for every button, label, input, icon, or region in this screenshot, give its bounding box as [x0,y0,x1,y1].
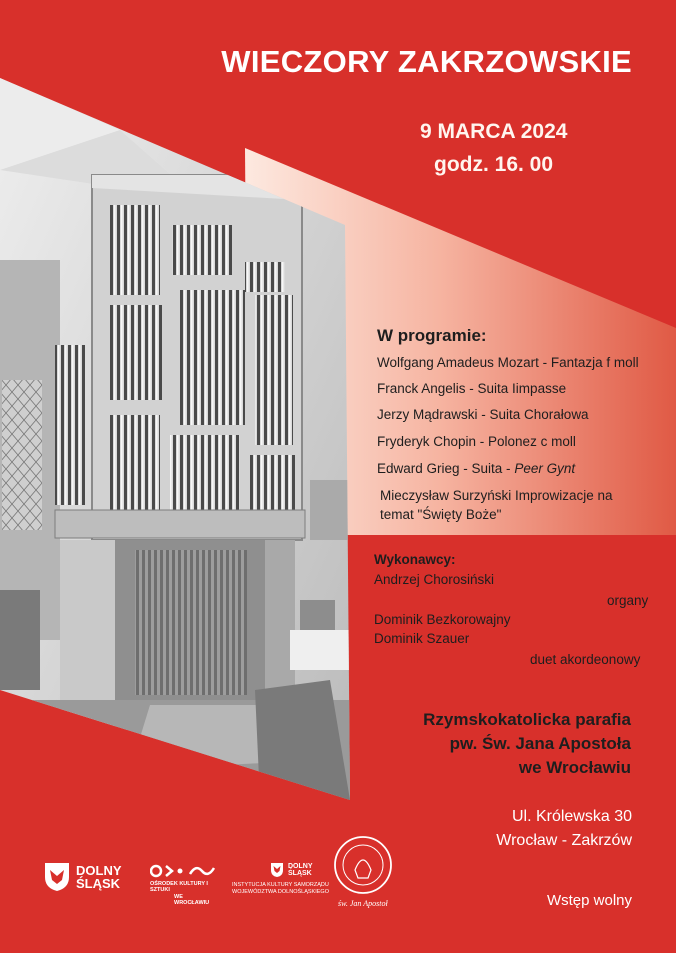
program-item: Mieczysław Surzyński Improwizacje na [380,488,613,503]
instytucja-logo-brand: DOLNY ŚLĄSK [288,863,313,877]
performers-heading: Wykonawcy: [374,552,456,567]
program-item-continued: temat "Święty Boże" [380,507,502,522]
organ-photo [0,0,360,820]
program-item [377,461,575,476]
shield-small-icon [270,862,284,878]
instytucja-logo-text: INSTYTUCJA KULTURY SAMORZĄDU WOJEWÓDZTWA DOLNOŚLĄSKIEGO [232,882,329,895]
parish-seal-inner [343,845,383,885]
program-item: Fryderyk Chopin - Polonez c moll [377,434,576,449]
program-item-text: Edward Grieg - Suita - [377,461,515,476]
seal-caption: św. Jan Apostoł [338,899,388,908]
performer-role: duet akordeonowy [530,652,641,667]
event-time: godz. 16. 00 [434,153,554,176]
venue-line: pw. Św. Jana Apostoła [449,734,631,753]
performer-name: Dominik Bezkorowajny [374,612,511,627]
poster-title: WIECZORY ZAKRZOWSKIE [221,44,632,79]
program-heading: W programie: [377,326,487,345]
osrodek-logo-text: OŚRODEK KULTURY I SZTUKI WE WROCŁAWIU [150,881,210,906]
performer-name: Andrzej Chorosiński [374,572,495,587]
venue-line: Rzymskokatolicka parafia [423,710,631,729]
event-date: 9 MARCA 2024 [420,120,568,143]
shield-icon [44,862,70,892]
program-item-italic: Peer Gynt [514,461,576,476]
address-line: Wrocław - Zakrzów [496,832,632,849]
osrodek-mark-icon [150,864,220,878]
address-line: Ul. Królewska 30 [511,808,632,825]
dolny-slask-logo-text: DOLNY ŚLĄSK [76,863,122,891]
program-item: Wolfgang Amadeus Mozart - Fantazja f moll [377,355,639,370]
seal-eagle-icon [355,860,371,878]
program-item: Jerzy Mądrawski - Suita Chorałowa [377,407,589,422]
program-item: Franck Angelis - Suita Iimpasse [377,381,567,396]
entry-info: Wstęp wolny [546,892,632,909]
performer-role: organy [607,593,649,608]
performer-name: Dominik Szauer [374,631,470,646]
venue-line: we Wrocławiu [518,758,631,777]
